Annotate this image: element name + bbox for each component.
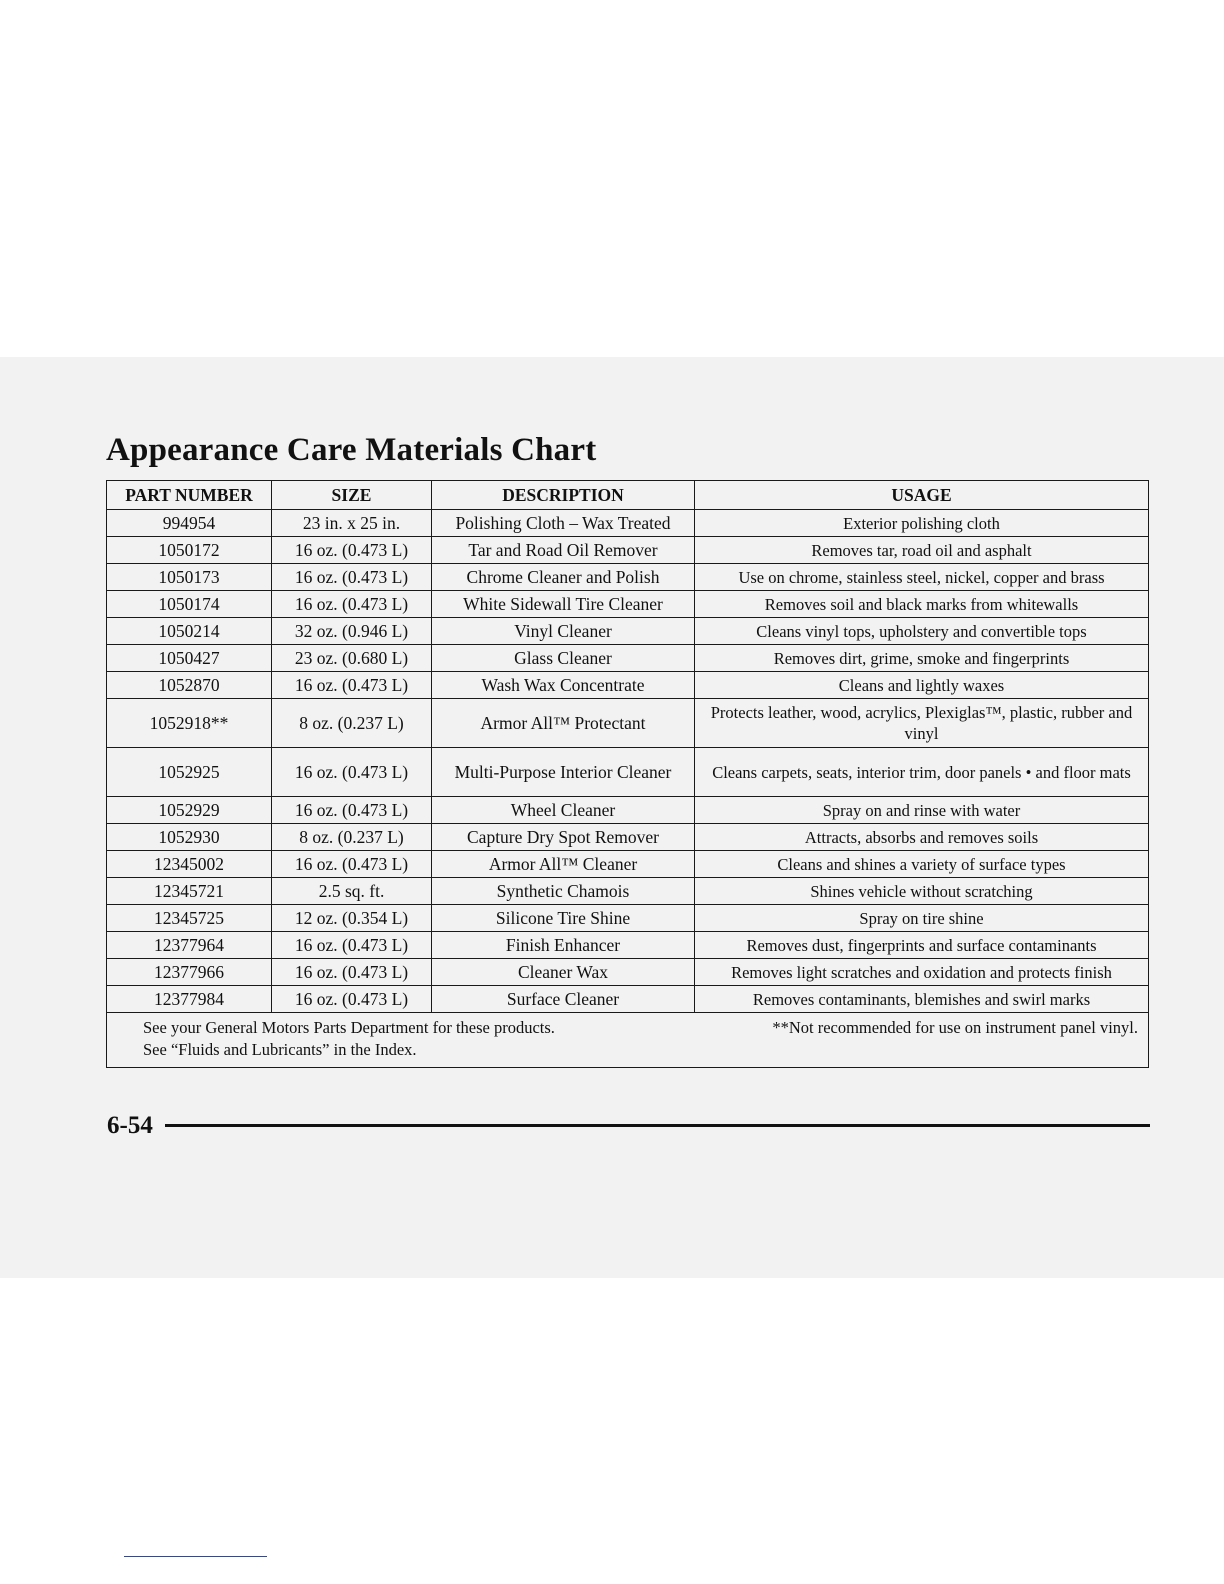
cell-part-number: 12345721 (107, 878, 272, 905)
cell-part-number: 1050427 (107, 645, 272, 672)
cell-part-number: 1052925 (107, 748, 272, 797)
cell-usage: Cleans vinyl tops, upholstery and convertible tops (695, 618, 1149, 645)
cell-size: 2.5 sq. ft. (272, 878, 432, 905)
footer-rule (165, 1124, 1150, 1127)
cell-description: Armor All™ Cleaner (432, 851, 695, 878)
cell-description: Tar and Road Oil Remover (432, 537, 695, 564)
cell-part-number: 1050214 (107, 618, 272, 645)
cell-size: 8 oz. (0.237 L) (272, 699, 432, 748)
cell-part-number: 1052870 (107, 672, 272, 699)
cell-part-number: 1052929 (107, 797, 272, 824)
cell-part-number: 994954 (107, 510, 272, 537)
cell-description: Finish Enhancer (432, 932, 695, 959)
header-row (107, 481, 1149, 510)
table-row (107, 537, 1149, 564)
cell-usage: Use on chrome, stainless steel, nickel, copper and brass (695, 564, 1149, 591)
footnote-not-recommended: **Not recommended for use on instrument panel vinyl. (772, 1018, 1138, 1037)
cell-usage: Removes dust, fingerprints and surface contaminants (695, 932, 1149, 959)
table-row (107, 824, 1149, 851)
cell-description: Capture Dry Spot Remover (432, 824, 695, 851)
cell-size: 8 oz. (0.237 L) (272, 824, 432, 851)
cell-description: Synthetic Chamois (432, 878, 695, 905)
table-row (107, 672, 1149, 699)
header-description: DESCRIPTION (432, 481, 695, 510)
table-row (107, 591, 1149, 618)
cell-size: 16 oz. (0.473 L) (272, 959, 432, 986)
table-row (107, 878, 1149, 905)
cell-description: Chrome Cleaner and Polish (432, 564, 695, 591)
cell-part-number: 1052930 (107, 824, 272, 851)
cell-usage: Removes dirt, grime, smoke and fingerprints (695, 645, 1149, 672)
table-row (107, 905, 1149, 932)
table-row (107, 959, 1149, 986)
cell-usage: Spray on and rinse with water (695, 797, 1149, 824)
cell-description: Polishing Cloth – Wax Treated (432, 510, 695, 537)
cell-usage: Protects leather, wood, acrylics, Plexiglas™, plastic, rubber and vinyl (695, 699, 1149, 748)
page-title: Appearance Care Materials Chart (106, 432, 597, 468)
cell-part-number: 1050174 (107, 591, 272, 618)
table-row (107, 699, 1149, 748)
page-number: 6-54 (107, 1112, 153, 1139)
appearance-care-table (106, 480, 1149, 1068)
cell-size: 16 oz. (0.473 L) (272, 851, 432, 878)
cell-size: 32 oz. (0.946 L) (272, 618, 432, 645)
cell-usage: Removes soil and black marks from whitewalls (695, 591, 1149, 618)
cell-size: 12 oz. (0.354 L) (272, 905, 432, 932)
cell-part-number: 12377964 (107, 932, 272, 959)
table-row (107, 510, 1149, 537)
table-row (107, 748, 1149, 797)
cell-size: 16 oz. (0.473 L) (272, 748, 432, 797)
cell-description: Cleaner Wax (432, 959, 695, 986)
cell-description: Vinyl Cleaner (432, 618, 695, 645)
cell-part-number: 1050173 (107, 564, 272, 591)
table-body (107, 510, 1149, 1013)
table-row (107, 797, 1149, 824)
cell-size: 16 oz. (0.473 L) (272, 986, 432, 1013)
cell-part-number: 12345725 (107, 905, 272, 932)
cell-size: 16 oz. (0.473 L) (272, 797, 432, 824)
cell-description: Wash Wax Concentrate (432, 672, 695, 699)
table-row (107, 564, 1149, 591)
footnote-cell (107, 1013, 1149, 1068)
table-row (107, 618, 1149, 645)
cell-size: 16 oz. (0.473 L) (272, 672, 432, 699)
link-underline (124, 1556, 267, 1557)
table-row (107, 851, 1149, 878)
cell-usage: Shines vehicle without scratching (695, 878, 1149, 905)
cell-part-number: 12377984 (107, 986, 272, 1013)
cell-size: 16 oz. (0.473 L) (272, 537, 432, 564)
cell-description: Silicone Tire Shine (432, 905, 695, 932)
footnote-fluids-reference: See “Fluids and Lubricants” in the Index. (143, 1040, 417, 1059)
cell-usage: Removes light scratches and oxidation and protects finish (695, 959, 1149, 986)
footnote-parts-department: See your General Motors Parts Department for these products. (143, 1018, 555, 1037)
table-row (107, 645, 1149, 672)
cell-usage: Cleans carpets, seats, interior trim, door panels • and floor mats (695, 748, 1149, 797)
cell-part-number: 1050172 (107, 537, 272, 564)
header-part-number: PART NUMBER (107, 481, 272, 510)
cell-size: 16 oz. (0.473 L) (272, 932, 432, 959)
cell-usage: Attracts, absorbs and removes soils (695, 824, 1149, 851)
cell-size: 16 oz. (0.473 L) (272, 591, 432, 618)
cell-size: 23 oz. (0.680 L) (272, 645, 432, 672)
cell-description: Glass Cleaner (432, 645, 695, 672)
cell-description: Surface Cleaner (432, 986, 695, 1013)
cell-usage: Cleans and shines a variety of surface types (695, 851, 1149, 878)
cell-usage: Exterior polishing cloth (695, 510, 1149, 537)
cell-usage: Cleans and lightly waxes (695, 672, 1149, 699)
cell-size: 16 oz. (0.473 L) (272, 564, 432, 591)
table-row (107, 932, 1149, 959)
cell-description: Wheel Cleaner (432, 797, 695, 824)
cell-usage: Removes tar, road oil and asphalt (695, 537, 1149, 564)
cell-usage: Spray on tire shine (695, 905, 1149, 932)
cell-description: Armor All™ Protectant (432, 699, 695, 748)
header-size: SIZE (272, 481, 432, 510)
cell-description: Multi-Purpose Interior Cleaner (432, 748, 695, 797)
cell-size: 23 in. x 25 in. (272, 510, 432, 537)
header-usage: USAGE (695, 481, 1149, 510)
footnote-row (107, 1013, 1149, 1068)
cell-part-number: 12377966 (107, 959, 272, 986)
cell-part-number: 12345002 (107, 851, 272, 878)
cell-usage: Removes contaminants, blemishes and swirl marks (695, 986, 1149, 1013)
cell-description: White Sidewall Tire Cleaner (432, 591, 695, 618)
table-row (107, 986, 1149, 1013)
cell-part-number: 1052918** (107, 699, 272, 748)
